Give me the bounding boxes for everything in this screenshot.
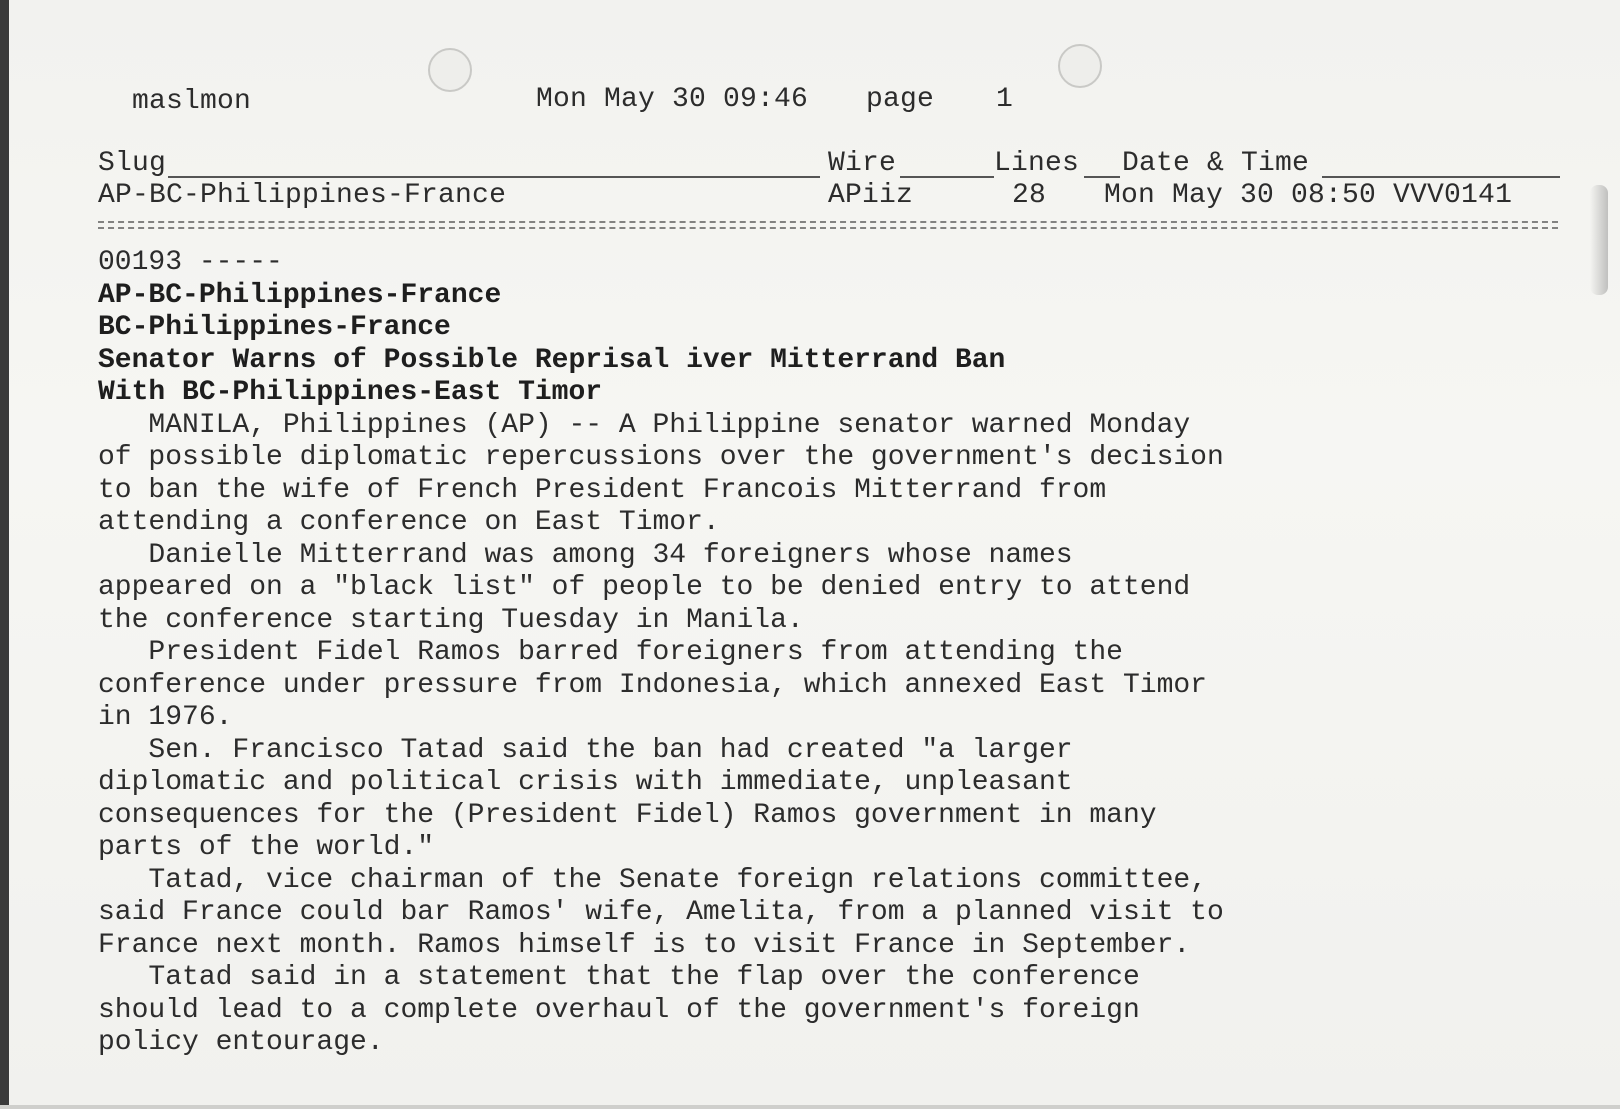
datetime-label: Date & Time bbox=[1122, 148, 1310, 179]
story-id: 00193 ----- bbox=[98, 247, 283, 278]
story-text-line: MANILA, Philippines (AP) -- A Philippine senator warned Monday bbox=[98, 409, 1191, 441]
slug-underline bbox=[168, 176, 820, 178]
story-text-line: Danielle Mitterrand was among 34 foreigners whose names bbox=[98, 539, 1073, 571]
story-text-line: France next month. Ramos himself is to visit France in September. bbox=[98, 929, 1191, 961]
lines-value: 28 bbox=[1012, 180, 1047, 211]
story-text-line: Sen. Francisco Tatad said the ban had created "a larger bbox=[98, 734, 1073, 766]
story-text-line: in 1976. bbox=[98, 702, 233, 733]
story-text-line: consequences for the (President Fidel) Ramos government in many bbox=[98, 799, 1157, 831]
datetime-underline bbox=[1322, 176, 1560, 178]
scan-bottom-edge bbox=[0, 1105, 1620, 1109]
double-dashed-divider bbox=[98, 221, 1558, 229]
story-text-line: the conference starting Tuesday in Manila. bbox=[98, 604, 804, 636]
story-text-line: diplomatic and political crisis with immediate, unpleasant bbox=[98, 767, 1073, 798]
story-slug-primary: AP-BC-Philippines-France bbox=[98, 279, 502, 311]
story-body bbox=[98, 247, 1498, 1060]
punch-hole bbox=[1058, 44, 1102, 88]
story-text-line: attending a conference on East Timor. bbox=[98, 507, 720, 538]
story-text-line: should lead to a complete overhaul of the government's foreign bbox=[98, 994, 1140, 1026]
story-text-line: appeared on a "black list" of people to be denied entry to attend bbox=[98, 572, 1191, 603]
scan-smudge bbox=[1590, 185, 1608, 295]
story-text-line: parts of the world." bbox=[98, 832, 435, 863]
header-datetime: Mon May 30 09:46 bbox=[536, 84, 809, 115]
wire-value: APiiz bbox=[828, 180, 914, 211]
story-with-line: With BC-Philippines-East Timor bbox=[98, 377, 603, 408]
story-text-line: to ban the wife of French President Francois Mitterrand from bbox=[98, 474, 1107, 506]
header-user: maslmon bbox=[132, 86, 252, 117]
story-text-line: Tatad said in a statement that the flap over the conference bbox=[98, 962, 1140, 993]
story-headline: Senator Warns of Possible Reprisal iver Mitterrand Ban bbox=[98, 344, 1006, 376]
header-page-label: page bbox=[866, 84, 935, 115]
story-text-line: policy entourage. bbox=[98, 1027, 384, 1058]
lines-underline bbox=[1084, 176, 1120, 178]
story-slug-secondary: BC-Philippines-France bbox=[98, 312, 451, 343]
wire-underline bbox=[900, 176, 994, 178]
story-text-line: Tatad, vice chairman of the Senate foreign relations committee, bbox=[98, 864, 1207, 896]
lines-label: Lines bbox=[994, 148, 1080, 179]
wire-label: Wire bbox=[828, 148, 897, 179]
story-text-line: said France could bar Ramos' wife, Amelita, from a planned visit to bbox=[98, 897, 1224, 928]
slug-label: Slug bbox=[98, 148, 167, 179]
story-text-line: conference under pressure from Indonesia, which annexed East Timor bbox=[98, 669, 1207, 701]
datetime-value: Mon May 30 08:50 VVV0141 bbox=[1104, 180, 1513, 211]
scan-left-edge bbox=[0, 0, 9, 1109]
story-text-line: of possible diplomatic repercussions over the government's decision bbox=[98, 442, 1224, 473]
slug-value: AP-BC-Philippines-France bbox=[98, 180, 507, 211]
header-page-number: 1 bbox=[996, 84, 1014, 115]
story-text-line: President Fidel Ramos barred foreigners from attending the bbox=[98, 637, 1123, 668]
punch-hole bbox=[428, 48, 472, 92]
